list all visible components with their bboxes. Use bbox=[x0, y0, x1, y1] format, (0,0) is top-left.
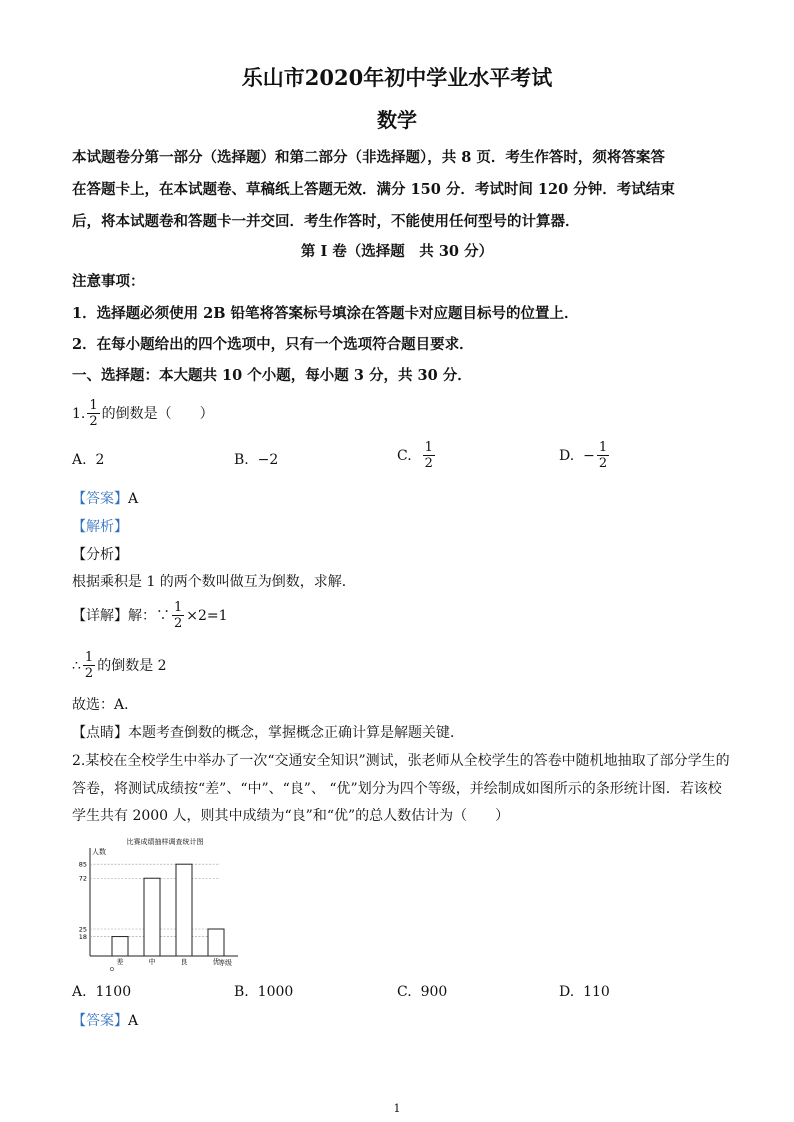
q1-conc-num: 1 bbox=[84, 650, 94, 665]
q2-option-c bbox=[397, 984, 447, 1000]
q1-option-a-label: A. bbox=[72, 452, 87, 468]
therefore-symbol: ∴ bbox=[72, 657, 81, 674]
bar-优 bbox=[208, 929, 224, 956]
q1-option-c bbox=[397, 440, 437, 471]
x-ticks bbox=[117, 957, 220, 966]
q1-fenxi: 根据乘积是 1 的两个数叫做互为倒数，求解． bbox=[72, 574, 356, 590]
q1-answer-value: A bbox=[128, 491, 139, 507]
x-tick-label: 良 bbox=[180, 958, 188, 966]
q1-choose: 故选：A． bbox=[72, 697, 139, 713]
q1-option-d-num: 1 bbox=[598, 440, 608, 455]
y-tick-label: 18 bbox=[78, 933, 87, 942]
bar-chart bbox=[70, 834, 250, 974]
q1-conc-den: 2 bbox=[84, 666, 94, 681]
q1-answer bbox=[72, 490, 138, 508]
q2-line-3: 学生共有 2000 人，则其中成绩为“良”和“优”的总人数估计为（ ） bbox=[72, 808, 510, 824]
q1-conc-fraction bbox=[83, 650, 95, 681]
intro-line-1: 本试题卷分第一部分（选择题）和第二部分（非选择题），共 8 页．考生作答时，须将答案答 bbox=[72, 149, 665, 166]
q2-option-c-label: C. bbox=[397, 984, 412, 1000]
chart-ylabel: 人数 bbox=[92, 848, 106, 856]
q1-option-d bbox=[559, 440, 611, 471]
q2-option-d-text: 110 bbox=[583, 984, 610, 1000]
note-2: 2．在每小题给出的四个选项中，只有一个选项符合题目要求． bbox=[72, 336, 474, 353]
q1-detail-tail: ×2=1 bbox=[186, 607, 228, 624]
q2-option-b bbox=[234, 984, 293, 1000]
q2-option-d-label: D. bbox=[559, 984, 575, 1000]
y-tick-label: 85 bbox=[78, 860, 87, 869]
q1-fenxi-tag: 【分析】 bbox=[72, 547, 128, 563]
q1-option-b-label: B. bbox=[234, 452, 249, 468]
bar-中 bbox=[144, 878, 160, 956]
q1-comment-tag: 【点睛】 bbox=[72, 725, 128, 741]
q1-detail-prefix: 解：∵ bbox=[128, 607, 170, 624]
q2-line-1: 2.某校在全校学生中举办了一次“交通安全知识”测试，张老师从全校学生的答卷中随机地抽取了部分学生的 bbox=[72, 753, 730, 769]
q2-option-a bbox=[72, 984, 131, 1000]
x-tick-label: 差 bbox=[116, 958, 124, 966]
q2-option-c-text: 900 bbox=[420, 984, 448, 1000]
q2-answer-value: A bbox=[128, 1013, 139, 1029]
q1-option-c-label: C. bbox=[397, 447, 412, 464]
q2-option-d bbox=[559, 984, 610, 1000]
q1-option-a-text: 2 bbox=[95, 452, 105, 468]
q1-stem-tail: 的倒数是（ ） bbox=[101, 405, 214, 422]
q1-option-d-label: D. bbox=[559, 447, 575, 464]
page-subtitle: 数学 bbox=[377, 108, 417, 132]
y-tick-label: 25 bbox=[78, 925, 87, 934]
note-1: 1．选择题必须使用 2B 铅笔将答案标号填涂在答题卡对应题目标号的位置上． bbox=[72, 305, 579, 322]
q1-frac-den: 2 bbox=[89, 414, 98, 429]
q2-line-2: 答卷，将测试成绩按“差”、“中”、“良”、 “优”划分为四个等级，并绘制成如图所示的条形统计图．若该校 bbox=[72, 781, 722, 797]
q1-stem bbox=[72, 398, 214, 429]
x-tick-label: 优 bbox=[212, 958, 220, 966]
intro-line-3: 后，将本试题卷和答题卡一并交回．考生作答时，不能使用任何型号的计算器． bbox=[72, 213, 580, 230]
q2-option-a-text: 1100 bbox=[95, 984, 132, 1000]
bar-良 bbox=[176, 864, 192, 956]
q1-fraction bbox=[87, 398, 99, 429]
chart-xlabel: 等级 bbox=[218, 959, 232, 967]
q1-comment-text: 本题考查倒数的概念，掌握概念正确计算是解题关键． bbox=[128, 725, 464, 741]
q1-conclusion bbox=[72, 650, 167, 681]
part1-heading: 第 I 卷（选择题 共 30 分） bbox=[300, 243, 494, 260]
q1-conc-tail: 的倒数是 2 bbox=[97, 657, 167, 674]
q1-option-b-text: −2 bbox=[257, 452, 279, 468]
chart-title: 比赛成绩抽样调查统计图 bbox=[126, 838, 204, 846]
q1-option-d-sign: − bbox=[583, 447, 595, 464]
q1-detail-num: 1 bbox=[174, 600, 183, 615]
q1-analysis-tag: 【解析】 bbox=[72, 519, 128, 535]
q1-number: 1. bbox=[72, 405, 86, 422]
q1-option-c-den: 2 bbox=[424, 456, 433, 471]
y-tick-label: 72 bbox=[78, 874, 87, 883]
page-title: 乐山市2020年初中学业水平考试 bbox=[241, 65, 553, 90]
chart-origin: O bbox=[110, 967, 114, 973]
x-tick-label: 中 bbox=[148, 958, 156, 966]
q1-comment bbox=[72, 724, 464, 742]
notes-title: 注意事项： bbox=[72, 273, 145, 290]
q1-option-a bbox=[72, 452, 104, 468]
q1-option-d-fraction bbox=[597, 440, 609, 471]
section-heading: 一、选择题：本大题共 10 个小题，每小题 3 分，共 30 分． bbox=[72, 367, 472, 384]
q2-option-b-label: B. bbox=[234, 984, 249, 1000]
q1-option-c-fraction bbox=[423, 440, 435, 471]
q1-option-b bbox=[234, 452, 278, 468]
y-ticks bbox=[79, 861, 87, 941]
q2-answer bbox=[72, 1012, 138, 1030]
page-number: 1 bbox=[393, 1102, 401, 1115]
q1-detail-den: 2 bbox=[174, 616, 183, 631]
q1-option-c-num: 1 bbox=[424, 440, 433, 455]
intro-line-2: 在答题卡上，在本试题卷、草稿纸上答题无效．满分 150 分．考试时间 120 分钟．考试结束 bbox=[72, 181, 675, 198]
q2-option-b-text: 1000 bbox=[257, 984, 294, 1000]
q1-detail bbox=[72, 600, 228, 631]
q2-answer-tag: 【答案】 bbox=[72, 1013, 128, 1029]
q1-frac-num: 1 bbox=[89, 398, 98, 413]
q1-answer-tag: 【答案】 bbox=[72, 491, 128, 507]
bar-差 bbox=[112, 937, 128, 956]
q1-option-d-den: 2 bbox=[598, 456, 608, 471]
q1-detail-fraction bbox=[172, 600, 184, 631]
q1-detail-tag: 【详解】 bbox=[72, 607, 128, 624]
q2-option-a-label: A. bbox=[72, 984, 87, 1000]
